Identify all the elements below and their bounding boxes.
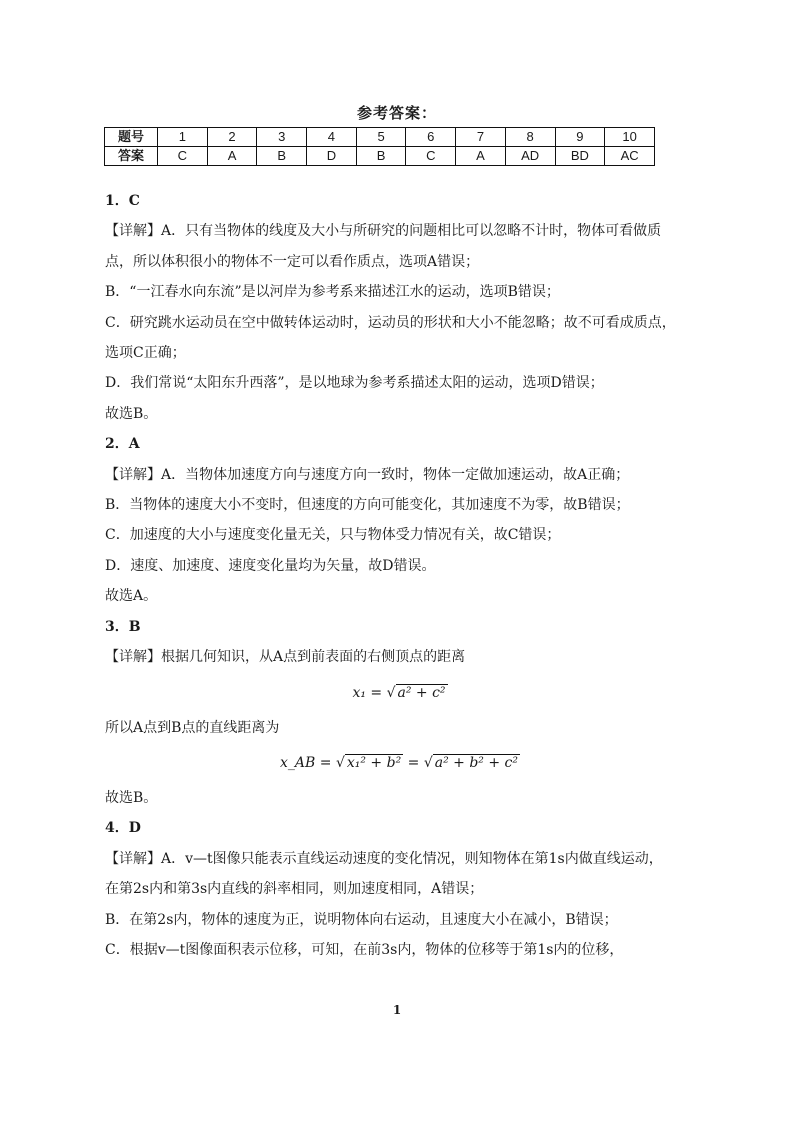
q4-line: B．在第2s内，物体的速度为正，说明物体向右运动，且速度大小在减小，B错误； <box>105 911 618 928</box>
answer-cell: A <box>456 147 506 166</box>
q4-line: C．根据v—t图像面积表示位移，可知，在前3s内，物体的位移等于第1s内的位移， <box>105 941 624 958</box>
sqrt-symbol: √ <box>386 684 396 701</box>
question-number-cell: 10 <box>605 128 655 147</box>
q2-conclusion: 故选A。 <box>105 588 158 605</box>
solutions-body <box>105 186 695 965</box>
answer-cell: BD <box>555 147 605 166</box>
q3-line: 所以A点到B点的直线距离为 <box>105 719 280 736</box>
question-1-heading: 1．C <box>105 193 140 209</box>
q2-line: 【详解】A．当物体加速度方向与速度方向一致时，物体一定做加速运动，故A正确； <box>105 466 630 483</box>
q1-line: 选项C正确； <box>105 345 186 362</box>
answer-cell: D <box>307 147 357 166</box>
q1-line: 点，所以体积很小的物体不一定可以看作质点，选项A错误； <box>105 253 480 270</box>
q4-line: 在第2s内和第3s内直线的斜率相同，则加速度相同，A错误； <box>105 881 484 898</box>
question-2-heading: 2．A <box>105 436 140 453</box>
page-title: 参考答案： <box>356 104 437 122</box>
answer-table-number-row <box>105 128 655 147</box>
question-number-cell: 5 <box>356 128 406 147</box>
answer-table <box>104 127 655 166</box>
question-number-cell: 9 <box>555 128 605 147</box>
formula-xab-left: x_AB = <box>280 754 336 771</box>
q2-line: C．加速度的大小与速度变化量无关，只与物体受力情况有关，故C错误； <box>105 527 561 544</box>
sqrt-symbol: √ <box>335 754 345 771</box>
q1-line: C．研究跳水运动员在空中做转体运动时，运动员的形状和大小不能忽略；故不可看成质点， <box>105 314 676 331</box>
answer-cell: C <box>158 147 208 166</box>
question-number-cell: 8 <box>505 128 555 147</box>
formula-x1 <box>105 673 695 713</box>
question-4-heading: 4．D <box>105 820 141 837</box>
sqrt-symbol: √ <box>423 754 433 771</box>
number-row-label: 题号 <box>105 128 158 147</box>
question-number-cell: 2 <box>207 128 257 147</box>
answer-cell: B <box>257 147 307 166</box>
q2-line: B．当物体的速度大小不变时，但速度的方向可能变化，其加速度不为零，故B错误； <box>105 497 630 514</box>
formula-xab <box>105 743 695 783</box>
formula-xab-radicand-2: a² + b² + c² <box>434 754 518 771</box>
question-number-cell: 3 <box>257 128 307 147</box>
q4-line: 【详解】A．v—t图像只能表示直线运动速度的变化情况，则知物体在第1s内做直线运动， <box>105 850 663 867</box>
q2-line: D．速度、加速度、速度变化量均为矢量，故D错误。 <box>105 557 436 574</box>
q1-line: D．我们常说“太阳东升西落”，是以地球为参考系描述太阳的运动，选项D错误； <box>105 375 604 392</box>
q1-conclusion: 故选B。 <box>105 405 158 422</box>
question-number-cell: 1 <box>158 128 208 147</box>
answer-cell: AD <box>505 147 555 166</box>
question-number-cell: 7 <box>456 128 506 147</box>
answer-table-answer-row <box>105 147 655 166</box>
answer-cell: C <box>406 147 456 166</box>
q3-line: 【详解】根据几何知识，从A点到前表面的右侧顶点的距离 <box>105 649 466 666</box>
question-number-cell: 6 <box>406 128 456 147</box>
q1-line: 【详解】A．只有当物体的线度及大小与所研究的问题相比可以忽略不计时，物体可看做质 <box>105 223 662 240</box>
question-number-cell: 4 <box>307 128 357 147</box>
q1-line: B．“一江春水向东流”是以河岸为参考系来描述江水的运动，选项B错误； <box>105 284 560 301</box>
answer-cell: B <box>356 147 406 166</box>
answer-row-label: 答案 <box>105 147 158 166</box>
formula-x1-radicand: a² + c² <box>397 684 446 701</box>
answer-cell: AC <box>605 147 655 166</box>
formula-xab-equals: = <box>403 754 424 771</box>
answer-cell: A <box>207 147 257 166</box>
page-number: 1 <box>392 1003 402 1017</box>
q3-conclusion: 故选B。 <box>105 789 158 806</box>
formula-x1-left: x₁ = <box>352 684 387 701</box>
formula-xab-radicand-1: x₁² + b² <box>346 754 402 771</box>
question-3-heading: 3．B <box>105 618 141 635</box>
